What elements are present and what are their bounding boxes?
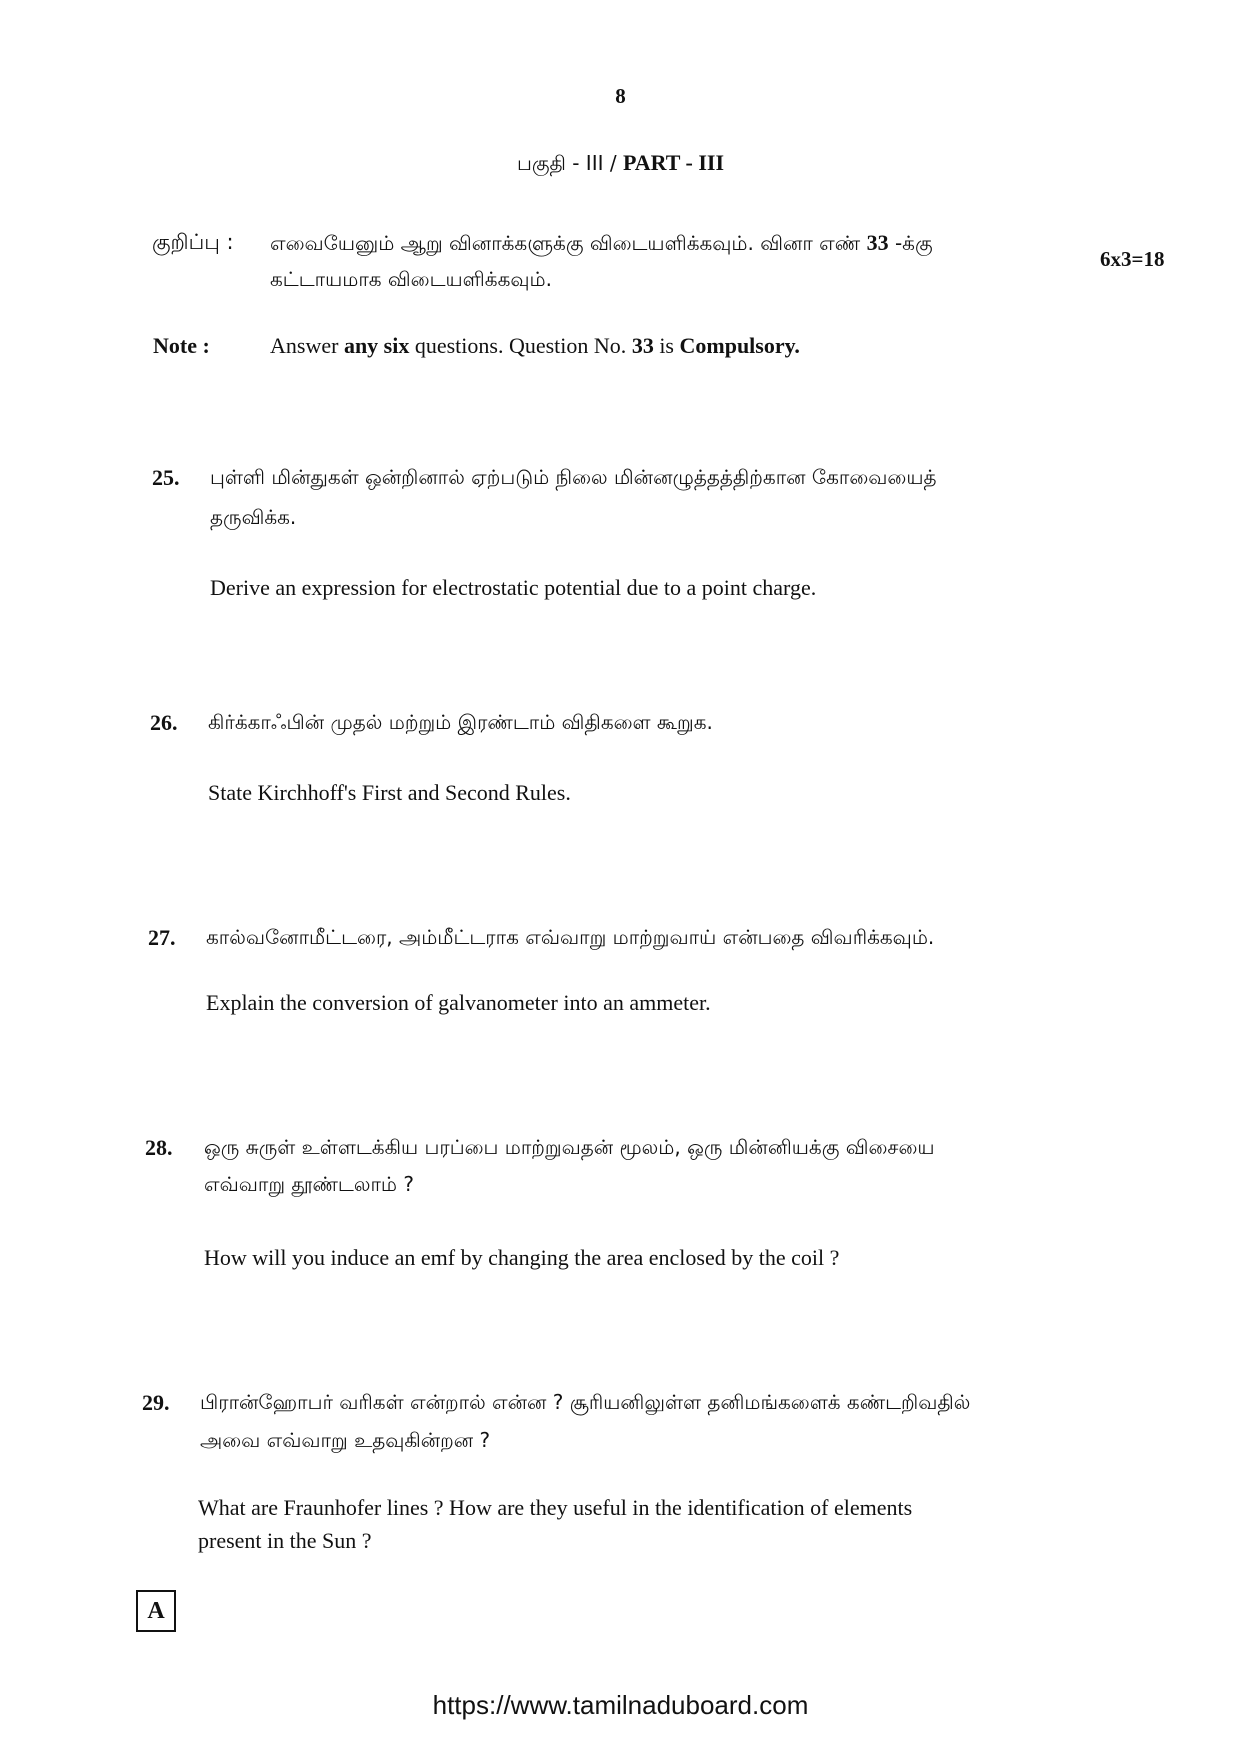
english-note-emphasis: any six — [343, 333, 410, 358]
tamil-note-question-number: 33 — [866, 230, 889, 255]
tamil-note-line1 — [270, 230, 933, 258]
question-tamil-line: அவை எவ்வாறு உதவுகின்றன ? — [200, 1428, 491, 1452]
english-note-compulsory: Compulsory. — [679, 333, 800, 358]
english-note-part: is — [653, 333, 680, 358]
part-title — [0, 150, 1241, 178]
question-english-line: Derive an expression for electrostatic potential due to a point charge. — [210, 575, 817, 600]
question-tamil-line: தருவிக்க. — [210, 505, 297, 529]
footer-url[interactable]: https://www.tamilnaduboard.com — [432, 1690, 809, 1720]
page-number: 8 — [615, 84, 626, 108]
question-tamil-line: கால்வனோமீட்டரை, அம்மீட்டராக எவ்வாறு மாற்றுவாய் என்பதை விவரிக்கவும். — [206, 925, 935, 949]
english-note-text — [270, 333, 800, 359]
question-tamil-line: எவ்வாறு தூண்டலாம் ? — [204, 1172, 414, 1196]
question-tamil-line: ஒரு சுருள் உள்ளடக்கிய பரப்பை மாற்றுவதன் மூலம், ஒரு மின்னியக்கு விசையை — [204, 1135, 935, 1159]
question-tamil-line: கிர்க்காஃபின் முதல் மற்றும் இரண்டாம் விதிகளை கூறுக. — [208, 710, 713, 734]
question-english-line: What are Fraunhofer lines ? How are they useful in the identification of elements — [198, 1495, 913, 1520]
question-english-line: present in the Sun ? — [198, 1528, 372, 1553]
question-number: 28. — [145, 1135, 173, 1160]
part-title-english: PART - III — [622, 150, 725, 175]
question-number: 26. — [150, 710, 178, 735]
tamil-note-line1-end: -க்கு — [894, 231, 933, 255]
question-number: 29. — [142, 1390, 170, 1415]
english-note-label: Note : — [153, 333, 210, 358]
question-tamil-line: புள்ளி மின்துகள் ஒன்றினால் ஏற்படும் நிலை மின்னழுத்தத்திற்கான கோவையைத் — [210, 465, 937, 489]
english-note-part: questions. Question No. — [409, 333, 632, 358]
question-tamil-line: பிரான்ஹோபர் வரிகள் என்றால் என்ன ? சூரியனிலுள்ள தனிமங்களைக் கண்டறிவதில் — [200, 1390, 971, 1414]
question-number: 27. — [148, 925, 176, 950]
question-english-line: Explain the conversion of galvanometer into an ammeter. — [206, 990, 711, 1015]
question-number: 25. — [152, 465, 180, 490]
english-note-part: Answer — [270, 333, 344, 358]
tamil-note-line2: கட்டாயமாக விடையளிக்கவும். — [270, 267, 552, 291]
booklet-code-box: A — [136, 1590, 176, 1632]
part-title-tamil: பகுதி - III / — [516, 151, 623, 175]
tamil-note-label: குறிப்பு : — [152, 230, 234, 254]
question-english-line: How will you induce an emf by changing the area enclosed by the coil ? — [204, 1245, 840, 1270]
english-note-question-number: 33 — [631, 333, 654, 358]
tamil-note-line1-text: எவையேனும் ஆறு வினாக்களுக்கு விடையளிக்கவும். வினா எண் — [270, 231, 861, 255]
marks-allocation: 6x3=18 — [1100, 247, 1165, 271]
question-english-line: State Kirchhoff's First and Second Rules. — [208, 780, 571, 805]
